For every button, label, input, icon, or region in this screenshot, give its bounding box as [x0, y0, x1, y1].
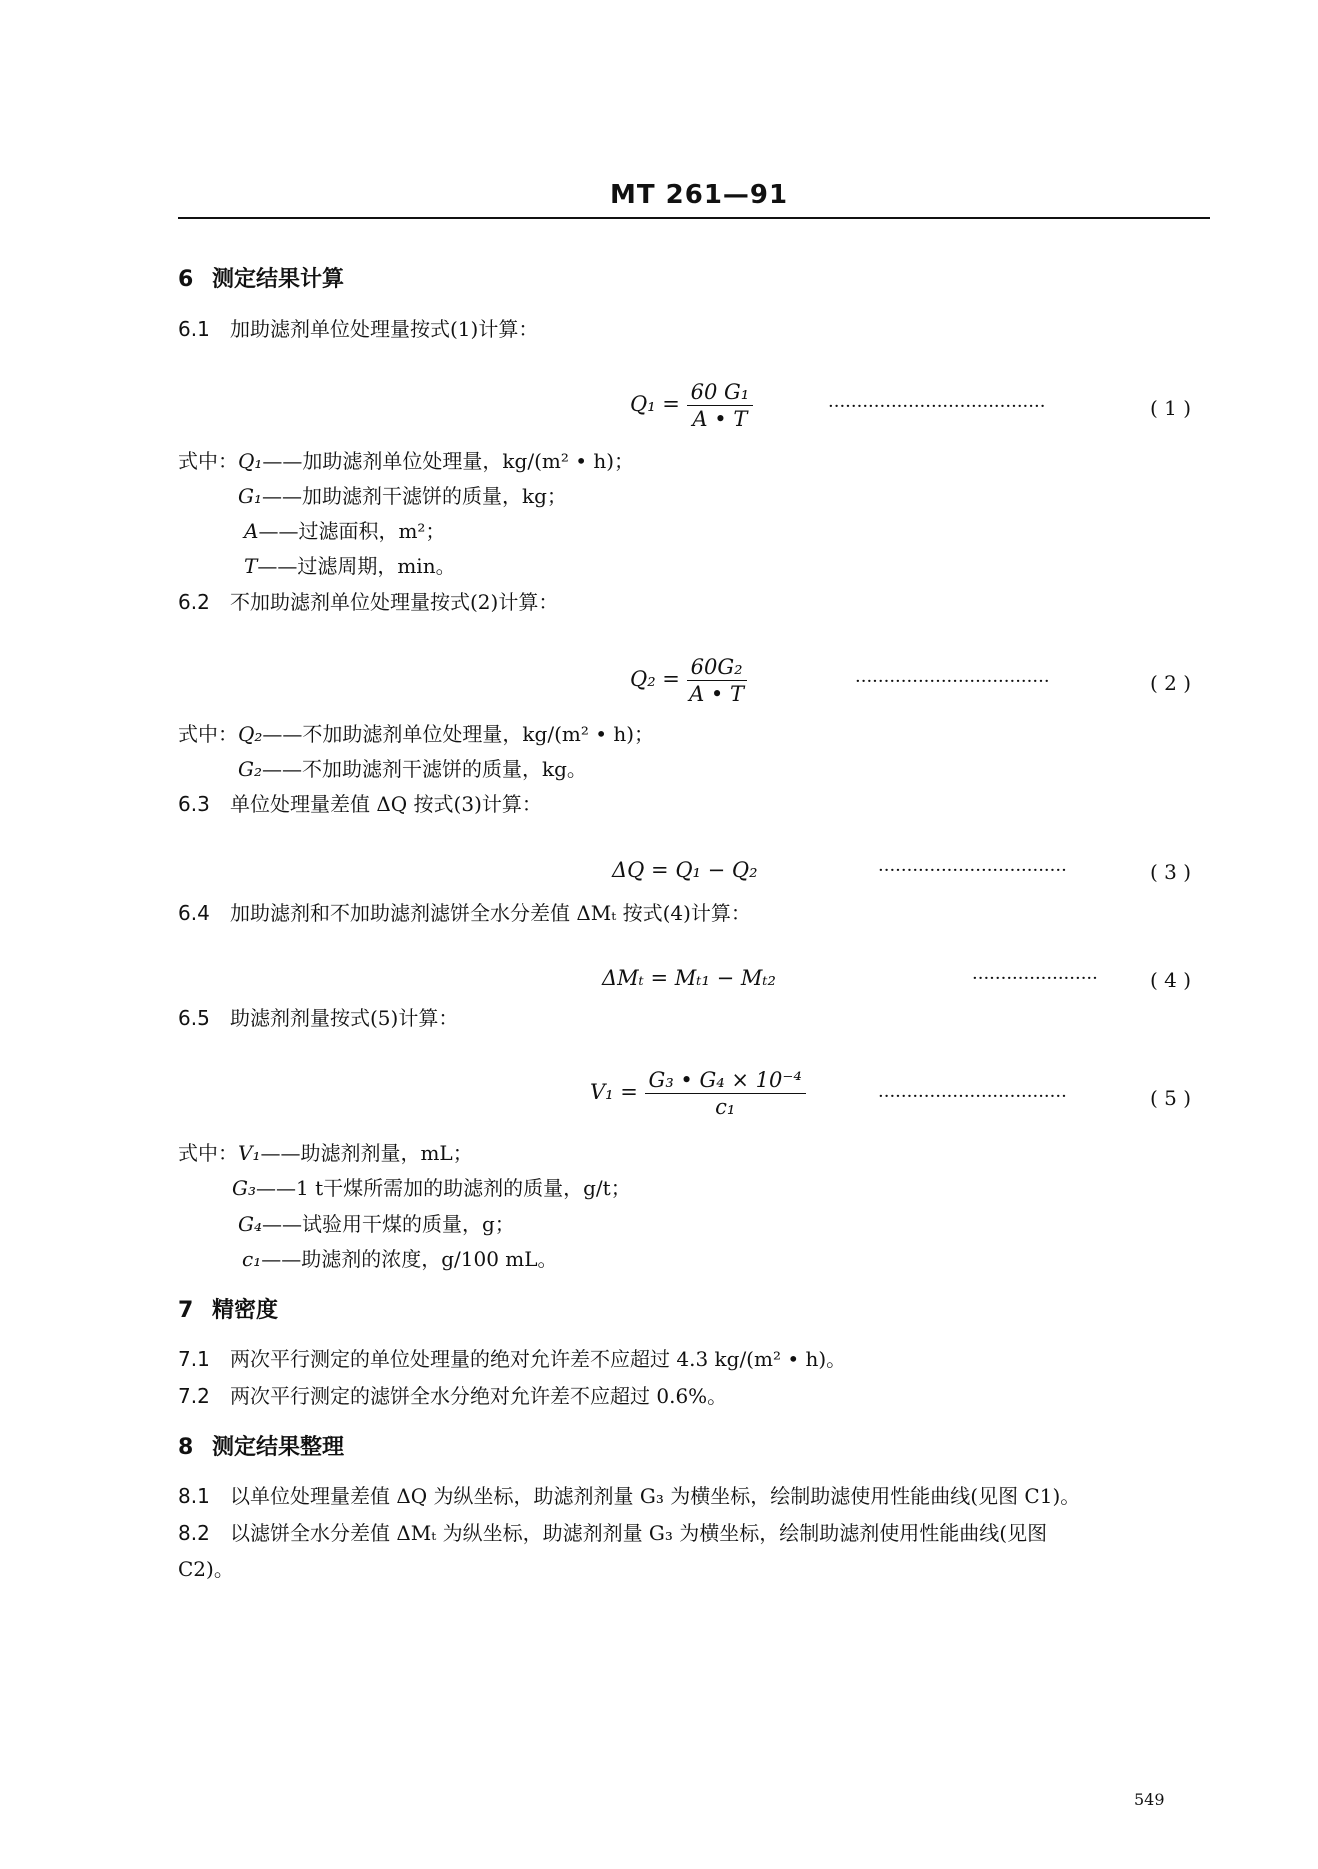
denominator: A • T: [692, 407, 748, 431]
definition-prefix: 式中：: [178, 1141, 238, 1165]
definition-text: ——加助滤剂单位处理量，kg/(m² • h)；: [262, 449, 635, 473]
equation-2-label: ( 2 ): [1150, 671, 1192, 695]
definition-text: ——不加助滤剂干滤饼的质量，kg。: [262, 757, 587, 781]
numerator: 60 G₁: [687, 380, 754, 406]
equation-5: [590, 1068, 806, 1119]
definition-row: [178, 445, 634, 474]
equation-5-label: ( 5 ): [1150, 1086, 1192, 1110]
section-title: 测定结果整理: [212, 1435, 345, 1460]
clause-7-1: [178, 1343, 846, 1372]
clause-text: 不加助滤剂单位处理量按式(2)计算：: [230, 590, 559, 614]
section-number: 7: [178, 1298, 194, 1323]
definition-text: ——1 t干煤所需加的助滤剂的质量，g/t；: [256, 1176, 631, 1200]
standard-number-header: MT 261—91: [610, 180, 789, 210]
clause-number: 6.5: [178, 1006, 210, 1030]
clause-8-1: [178, 1480, 1080, 1509]
equation-fraction: [687, 380, 754, 431]
clause-text: 两次平行测定的滤饼全水分绝对允许差不应超过 0.6%。: [230, 1384, 728, 1408]
clause-7-2: [178, 1380, 727, 1409]
definition-symbol: Q₁: [238, 449, 263, 473]
definition-row: [238, 1208, 515, 1237]
clause-number: 6.1: [178, 317, 210, 341]
clause-text: 以单位处理量差值 ΔQ 为纵坐标，助滤剂剂量 G₃ 为横坐标，绘制助滤使用性能曲线(见图 C1)。: [230, 1484, 1081, 1508]
clause-6-1: [178, 313, 538, 342]
definition-symbol: Q₂: [238, 722, 263, 746]
definition-symbol: c₁: [242, 1247, 262, 1271]
equation-fraction: [687, 655, 747, 706]
clause-number: 6.2: [178, 590, 210, 614]
equation-4: ΔMₜ = Mₜ₁ − Mₜ₂: [602, 966, 776, 990]
definition-row: [238, 753, 587, 782]
equation-lhs: Q₁ =: [630, 392, 680, 416]
equation-1-leader-dots: ······································: [828, 396, 1046, 417]
section-title: 测定结果计算: [212, 267, 345, 292]
clause-text: 加助滤剂单位处理量按式(1)计算：: [230, 317, 539, 341]
definition-symbol: T: [244, 554, 258, 578]
clause-text: 两次平行测定的单位处理量的绝对允许差不应超过 4.3 kg/(m² • h)。: [230, 1347, 847, 1371]
equation-1-label: ( 1 ): [1150, 396, 1192, 420]
equation-fraction: [645, 1068, 806, 1119]
numerator: G₃ • G₄ × 10⁻⁴: [645, 1068, 806, 1094]
numerator: 60G₂: [687, 655, 747, 681]
equation-4-label: ( 4 ): [1150, 968, 1192, 992]
definition-text: ——过滤面积，m²；: [258, 519, 446, 543]
definition-row: [244, 515, 445, 544]
definition-row: [178, 1137, 473, 1166]
section-7-heading: [178, 1293, 278, 1324]
section-number: 6: [178, 267, 194, 292]
definition-text: ——过滤周期，min。: [257, 554, 456, 578]
clause-number: 6.4: [178, 901, 210, 925]
definition-prefix: 式中：: [178, 449, 238, 473]
clause-text: 助滤剂剂量按式(5)计算：: [230, 1006, 459, 1030]
equation-3-label: ( 3 ): [1150, 860, 1192, 884]
equation-lhs: V₁ =: [590, 1080, 638, 1104]
clause-8-2: [178, 1517, 1047, 1546]
clause-8-2-continuation: C2)。: [178, 1557, 234, 1581]
equation-5-leader-dots: ·································: [878, 1086, 1067, 1107]
equation-4-leader-dots: ······················: [972, 968, 1098, 989]
clause-text: 单位处理量差值 ΔQ 按式(3)计算：: [230, 792, 542, 816]
page-number: 549: [1134, 1790, 1165, 1809]
clause-number: 7.2: [178, 1384, 210, 1408]
clause-6-4: [178, 897, 751, 926]
clause-number: 8.2: [178, 1521, 210, 1545]
clause-number: 6.3: [178, 792, 210, 816]
header-rule: [178, 217, 1210, 219]
definition-text: ——试验用干煤的质量，g；: [262, 1212, 515, 1236]
clause-6-5: [178, 1002, 458, 1031]
clause-6-3: [178, 788, 542, 817]
definition-symbol: G₃: [232, 1176, 256, 1200]
denominator: A • T: [689, 682, 745, 706]
definition-prefix: 式中：: [178, 722, 238, 746]
definition-text: ——加助滤剂干滤饼的质量，kg；: [262, 484, 567, 508]
definition-text: ——助滤剂的浓度，g/100 mL。: [261, 1247, 558, 1271]
equation-2: [630, 655, 747, 706]
section-title: 精密度: [212, 1298, 279, 1323]
definition-symbol: V₁: [238, 1141, 261, 1165]
denominator: c₁: [715, 1095, 736, 1119]
definition-row: [242, 1243, 558, 1272]
section-number: 8: [178, 1435, 194, 1460]
section-8-heading: [178, 1430, 344, 1461]
clause-number: 7.1: [178, 1347, 210, 1371]
equation-lhs: Q₂ =: [630, 667, 680, 691]
equation-1: [630, 380, 753, 431]
equation-3-leader-dots: ·································: [878, 860, 1067, 881]
clause-text: 以滤饼全水分差值 ΔMₜ 为纵坐标，助滤剂剂量 G₃ 为横坐标，绘制助滤剂使用性能曲线(见图: [230, 1521, 1048, 1545]
definition-row: [232, 1172, 631, 1201]
clause-6-2: [178, 586, 558, 615]
definition-symbol: G₄: [238, 1212, 262, 1236]
equation-3: ΔQ = Q₁ − Q₂: [612, 858, 758, 882]
definition-symbol: G₁: [238, 484, 262, 508]
clause-number: 8.1: [178, 1484, 210, 1508]
definition-symbol: A: [244, 519, 259, 543]
equation-2-leader-dots: ··································: [855, 671, 1050, 692]
definition-symbol: G₂: [238, 757, 262, 781]
definition-text: ——不加助滤剂单位处理量，kg/(m² • h)；: [262, 722, 655, 746]
definition-row: [238, 480, 567, 509]
section-6-heading: [178, 262, 344, 293]
definition-row: [244, 550, 456, 579]
clause-text: 加助滤剂和不加助滤剂滤饼全水分差值 ΔMₜ 按式(4)计算：: [230, 901, 751, 925]
definition-text: ——助滤剂剂量，mL；: [260, 1141, 473, 1165]
definition-row: [178, 718, 654, 747]
